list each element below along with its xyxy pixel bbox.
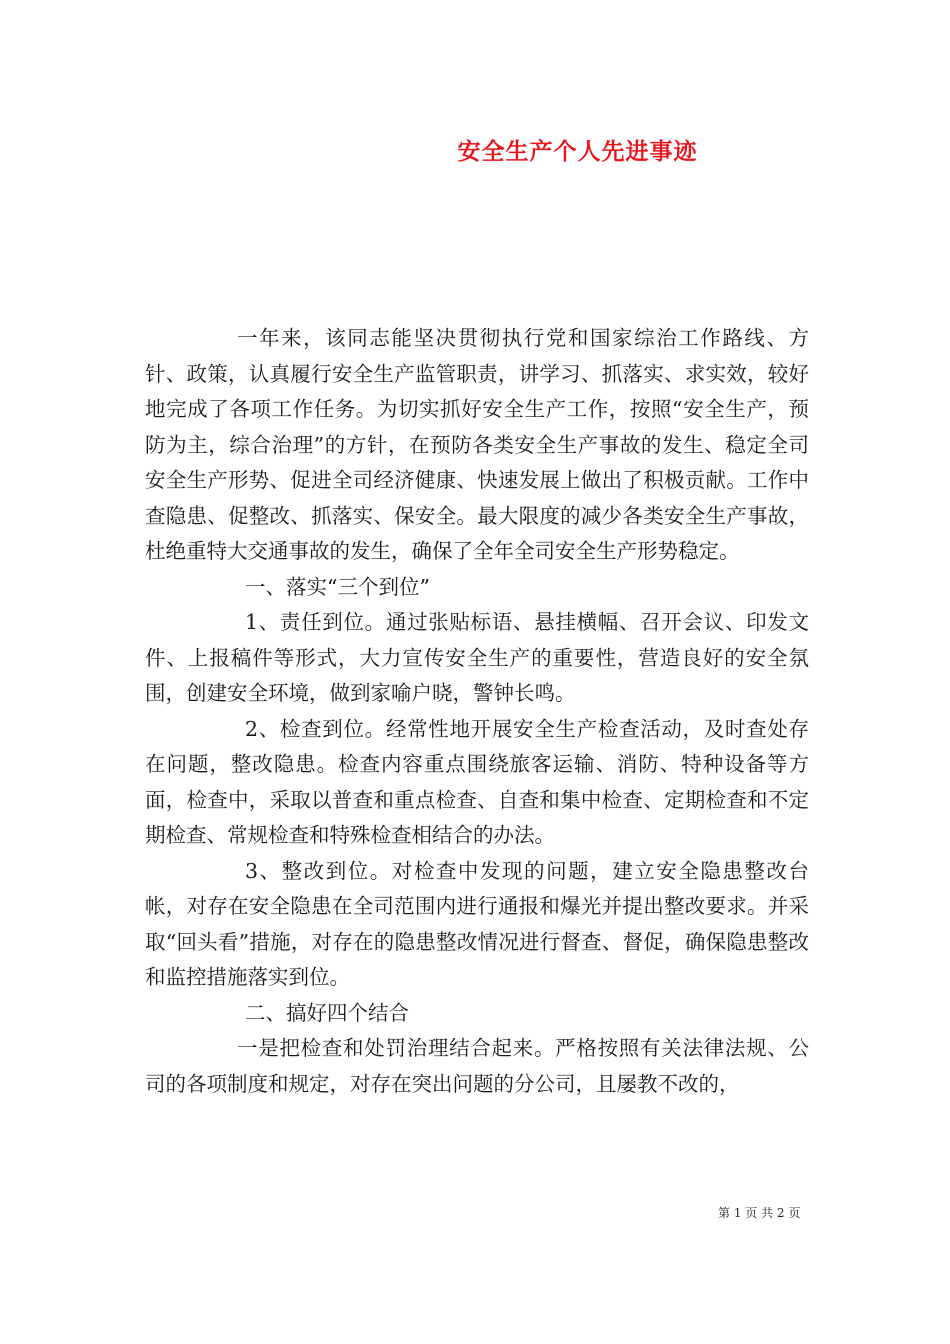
paragraph-item-2: 2、检查到位。经常性地开展安全生产检查活动，及时查处存在问题，整改隐患。检查内容重点围绕旅客运输、消防、特种设备等方面，检查中，采取以普查和重点检查、自查和集中检查、定期检查和不定期检查、常规检查和特殊检查相结合的办法。 — [145, 716, 809, 847]
paragraph-intro: 一年来，该同志能坚决贯彻执行党和国家综治工作路线、方针、政策，认真履行安全生产监管职责，讲学习、抓落实、求实效，较好地完成了各项工作任务。为切实抓好安全生产工作，按照“安全生产，预防为主，综合治理”的方针，在预防各类安全生产事故的发生、稳定全司安全生产形势、促进全司经济健康、快速发展上做出了积极贡献。工作中查隐患、促整改、抓落实、保安全。最大限度的减少各类安全生产事故，杜绝重特大交通事故的发生，确保了全年全司安全生产形势稳定。 — [145, 326, 809, 563]
paragraph-item-3: 3、整改到位。对检查中发现的问题，建立安全隐患整改台帐，对存在安全隐患在全司范围内进行通报和爆光并提出整改要求。并采取“回头看”措施，对存在的隐患整改情况进行督查、督促，确保隐患整改和监控措施落实到位。 — [145, 858, 809, 989]
paragraph-combination-1: 一是把检查和处罚治理结合起来。严格按照有关法律法规、公司的各项制度和规定，对存在突出问题的分公司，且屡教不改的， — [145, 1036, 809, 1096]
page-number: 第 1 页 共 2 页 — [718, 1206, 801, 1220]
document-body — [145, 321, 809, 1102]
paragraph-item-1: 1、责任到位。通过张贴标语、悬挂横幅、召开会议、印发文件、上报稿件等形式，大力宣传安全生产的重要性，营造良好的安全氛围，创建安全环境，做到家喻户晓，警钟长鸣。 — [145, 610, 809, 705]
section-heading-1: 一、落实“三个到位” — [245, 574, 430, 599]
section-heading-2: 二、搞好四个结合 — [245, 1000, 409, 1025]
document-title: 安全生产个人先进事迹 — [457, 138, 698, 165]
